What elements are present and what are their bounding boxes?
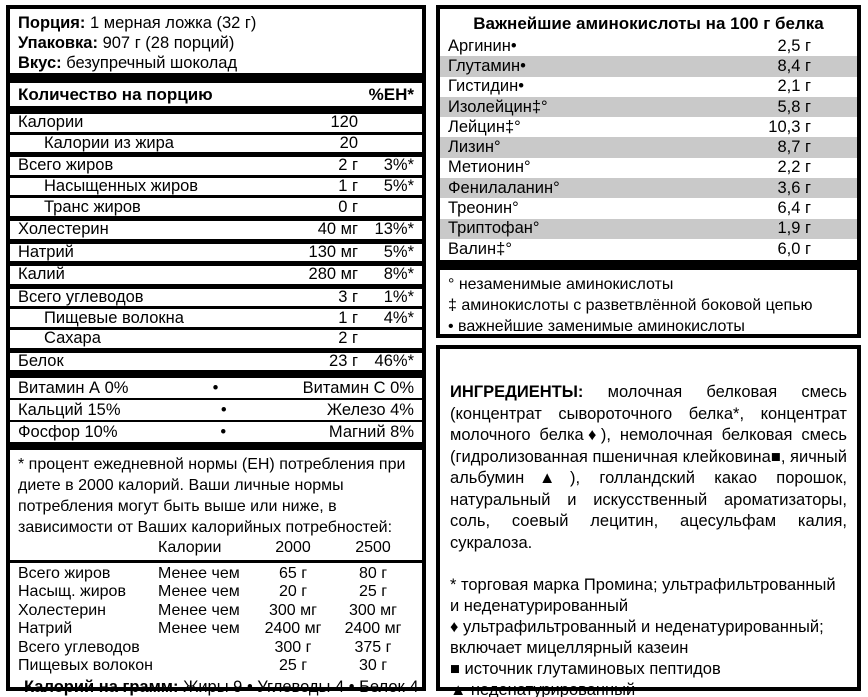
flavor-line (10, 53, 422, 73)
amino-acid-value: 2,5 г (777, 36, 811, 55)
flavor-label: Вкус: (18, 54, 62, 72)
nutrition-row-protein (10, 348, 422, 371)
nutrient-dv: 1%* (383, 288, 414, 307)
nutrition-row-calories-from-fat (10, 132, 422, 153)
dv-header-calories: Калории (158, 539, 222, 557)
serving-info-block (10, 9, 422, 73)
amino-acid-name: Изолейцин‡° (448, 97, 548, 116)
nutrient-amount: 20 (339, 133, 358, 152)
section-divider (10, 73, 422, 83)
nutrient-name: Пищевые волокна (44, 308, 184, 327)
bullet-separator: • (220, 400, 227, 419)
amino-acid-row (440, 178, 857, 198)
amino-acid-name: Лейцин‡° (448, 117, 521, 136)
dv-table-header (10, 539, 422, 563)
ingredients-panel (436, 345, 861, 697)
dv-table-row (10, 583, 422, 602)
calories-per-gram-label: Калорий на грамм: (24, 677, 179, 696)
nutrition-row-total-carbs (10, 284, 422, 307)
dv-row-2500: 25 г (358, 583, 388, 601)
amino-acid-name: Треонин° (448, 199, 519, 218)
calories-per-gram-value: Жиры 9 • Углеводы 4 • Белок 4 (183, 677, 419, 696)
amino-acid-value: 2,2 г (777, 158, 811, 177)
dv-table-row (10, 620, 422, 639)
ingredients-paragraph (440, 349, 857, 554)
ingredients-text: молочная белковая смесь (концентрат сывороточного белка*, концентрат молочного белка♦), немолочная белковая смесь (гидролизованная пшеничная клейковина■, яичный альбумин▲), голландский какао порошок, натуральный и искусственный ароматизаторы, соль, соевый лецитин, ацесульфам калия, сукралоза. (450, 383, 847, 552)
nutrition-row-calories (10, 114, 422, 132)
nutrition-row-saturated-fat (10, 175, 422, 196)
nutrient-dv: 8%* (383, 265, 414, 284)
nutrition-facts-panel (6, 5, 426, 696)
amino-acid-name: Аргинин• (448, 36, 517, 55)
nutrient-amount: 120 (330, 113, 358, 132)
vitamin-row (10, 378, 422, 398)
amino-acid-name: Гистидин• (448, 77, 524, 96)
dv-table-row (10, 639, 422, 658)
dv-table-row (10, 657, 422, 676)
dv-row-qualifier: Менее чем (158, 620, 240, 638)
calories-per-gram-line (10, 676, 422, 697)
amino-acid-name: Фенилаланин° (448, 178, 560, 197)
daily-value-footnote: * процент ежедневной нормы (ЕН) потребления при диете в 2000 калорий. Ваши личные нормы потребления могут быть выше или ниже, в зависимости от Ваших калорийных потребностей: (18, 456, 406, 537)
nutrient-dv: 13%* (374, 220, 414, 239)
footnote-asterisk: * торговая марка Промина; ультрафильтрованный и неденатурированный (450, 576, 836, 615)
nutrient-dv: 5%* (383, 242, 414, 261)
amino-acid-name: Глутамин• (448, 56, 526, 75)
amount-heading-text: Количество на порцию (18, 84, 213, 104)
dv-row-qualifier (158, 657, 254, 676)
amino-acid-name: Триптофан° (448, 219, 540, 238)
amino-acid-value: 8,7 г (777, 138, 811, 157)
dv-header-2000: 2000 (275, 539, 311, 557)
nutrient-name: Калории из жира (44, 133, 174, 152)
nutrient-dv: 5%* (383, 177, 414, 196)
nutrition-row-potassium (10, 261, 422, 284)
vitamin-row (10, 398, 422, 420)
amino-acid-value: 6,0 г (777, 239, 811, 258)
legend-bcaa: ‡ аминокислоты с разветвлённой боковой цепью (448, 297, 813, 315)
dv-row-qualifier: Менее чем (158, 583, 240, 601)
nutrient-amount: 130 мг (308, 242, 358, 261)
dv-header-spacer (18, 539, 158, 558)
nutrient-amount: 1 г (338, 308, 358, 327)
footnote-diamond: ♦ ультрафильтрованный и неденатурированный; включает мицеллярный казеин (450, 618, 824, 657)
legend-essential: ° незаменимые аминокислоты (448, 276, 674, 294)
section-divider (10, 370, 422, 378)
ingredients-footnotes (440, 554, 857, 697)
amino-acid-value: 6,4 г (777, 199, 811, 218)
dv-row-2000: 20 г (278, 583, 308, 601)
amino-acids-title: Важнейшие аминокислоты на 100 г белка (473, 14, 824, 33)
amino-acid-value: 3,6 г (777, 178, 811, 197)
nutrient-name: Калории (18, 113, 84, 132)
nutrient-amount: 2 г (338, 329, 358, 348)
nutrient-dv: 46%* (374, 351, 414, 370)
amino-acid-row (440, 239, 857, 259)
flavor-value: безупречный шоколад (66, 54, 238, 72)
bullet-separator: • (212, 378, 219, 397)
legend-conditional: • важнейшие заменимые аминокислоты (448, 318, 745, 336)
nutrient-amount: 40 мг (317, 220, 358, 239)
vitamin-row (10, 420, 422, 442)
dv-row-2500: 30 г (358, 657, 388, 675)
nutrient-dv: 3%* (383, 156, 414, 175)
amino-acid-row (440, 137, 857, 157)
nutrition-row-cholesterol (10, 216, 422, 239)
dv-row-2500: 375 г (354, 638, 392, 656)
dv-table-row (10, 602, 422, 621)
amino-acid-row (440, 36, 857, 56)
amino-acid-value: 5,8 г (777, 97, 811, 116)
amino-acid-row (440, 219, 857, 239)
dv-row-2000: 2400 мг (264, 620, 322, 638)
section-divider (10, 442, 422, 450)
footnote-square: ■ источник глутаминовых пептидов (450, 660, 721, 678)
serving-size-line (10, 13, 422, 33)
amino-legend (440, 270, 857, 337)
nutrient-name: Калий (18, 265, 65, 284)
amino-acid-name: Метионин° (448, 158, 531, 177)
nutrient-name: Всего жиров (18, 156, 114, 175)
amount-per-serving-heading (10, 83, 422, 106)
dv-row-label: Всего жиров (18, 564, 111, 582)
nutrition-row-dietary-fiber (10, 306, 422, 327)
bullet-separator: • (220, 422, 227, 441)
nutrient-amount: 3 г (338, 288, 358, 307)
vitamin-left: Кальций 15% (18, 400, 121, 419)
serving-size-value: 1 мерная ложка (32 г) (90, 14, 257, 32)
dv-row-label: Холестерин (18, 601, 106, 619)
nutrient-amount: 280 мг (308, 265, 358, 284)
dv-row-label: Пищевых волокон (18, 657, 153, 675)
dv-row-2500: 80 г (358, 564, 388, 582)
amino-acids-panel (436, 5, 861, 338)
amino-acid-row (440, 198, 857, 218)
package-size-line (10, 33, 422, 53)
nutrient-name: Холестерин (18, 220, 109, 239)
amino-acid-row (440, 158, 857, 178)
nutrient-name: Насыщенных жиров (44, 177, 199, 196)
amino-acid-name: Лизин° (448, 138, 501, 157)
dv-row-2500: 300 мг (349, 601, 397, 619)
dv-row-qualifier: Менее чем (158, 564, 240, 582)
footnote-triangle: ▲ неденатурированный (450, 681, 636, 697)
dv-row-label: Насыщ. жиров (18, 583, 126, 601)
ingredients-label: ИНГРЕДИЕНТЫ: (450, 383, 584, 401)
nutrient-name: Транс жиров (44, 197, 141, 216)
nutrient-amount: 0 г (338, 197, 358, 216)
nutrient-name: Сахара (44, 329, 101, 348)
amino-acid-row (440, 56, 857, 76)
dv-row-2000: 65 г (278, 564, 308, 582)
nutrition-row-sugars (10, 327, 422, 348)
amino-acid-value: 1,9 г (777, 219, 811, 238)
vitamin-right: Железо 4% (326, 400, 414, 419)
nutrient-name: Белок (18, 351, 64, 370)
dv-row-label: Натрий (18, 620, 73, 638)
amino-acid-row (440, 77, 857, 97)
nutrition-row-trans-fat (10, 195, 422, 216)
nutrition-row-total-fat (10, 152, 422, 175)
nutrient-amount: 23 г (329, 351, 358, 370)
vitamin-right: Витамин С 0% (302, 378, 414, 397)
amino-acid-value: 2,1 г (777, 77, 811, 96)
package-size-label: Упаковка: (18, 34, 98, 52)
dv-row-qualifier: Менее чем (158, 601, 240, 619)
nutrient-amount: 2 г (338, 156, 358, 175)
dv-row-2500: 2400 мг (344, 620, 402, 638)
amino-acid-value: 10,3 г (768, 117, 811, 136)
dv-row-2000: 300 г (274, 638, 312, 656)
amino-acid-row (440, 117, 857, 137)
dv-row-qualifier (158, 639, 254, 658)
amino-acid-row (440, 97, 857, 117)
amino-acid-name: Валин‡° (448, 239, 512, 258)
dv-header-2500: 2500 (355, 539, 391, 557)
dv-table-row (10, 563, 422, 584)
nutrient-name: Натрий (18, 242, 74, 261)
nutrient-amount: 1 г (338, 177, 358, 196)
nutrient-dv: 4%* (383, 308, 414, 327)
vitamin-left: Фосфор 10% (18, 422, 118, 441)
section-divider (440, 260, 857, 270)
package-size-value: 907 г (28 порций) (102, 34, 235, 52)
daily-value-heading-text: %ЕН* (368, 84, 414, 104)
dv-row-2000: 300 мг (269, 601, 317, 619)
nutrition-row-sodium (10, 239, 422, 262)
dv-row-2000: 25 г (278, 657, 308, 675)
serving-size-label: Порция: (18, 14, 86, 32)
dv-row-label: Всего углеводов (18, 638, 140, 656)
amino-acid-value: 8,4 г (777, 56, 811, 75)
nutrient-name: Всего углеводов (18, 288, 144, 307)
vitamin-right: Магний 8% (328, 422, 414, 441)
vitamin-left: Витамин А 0% (18, 378, 129, 397)
